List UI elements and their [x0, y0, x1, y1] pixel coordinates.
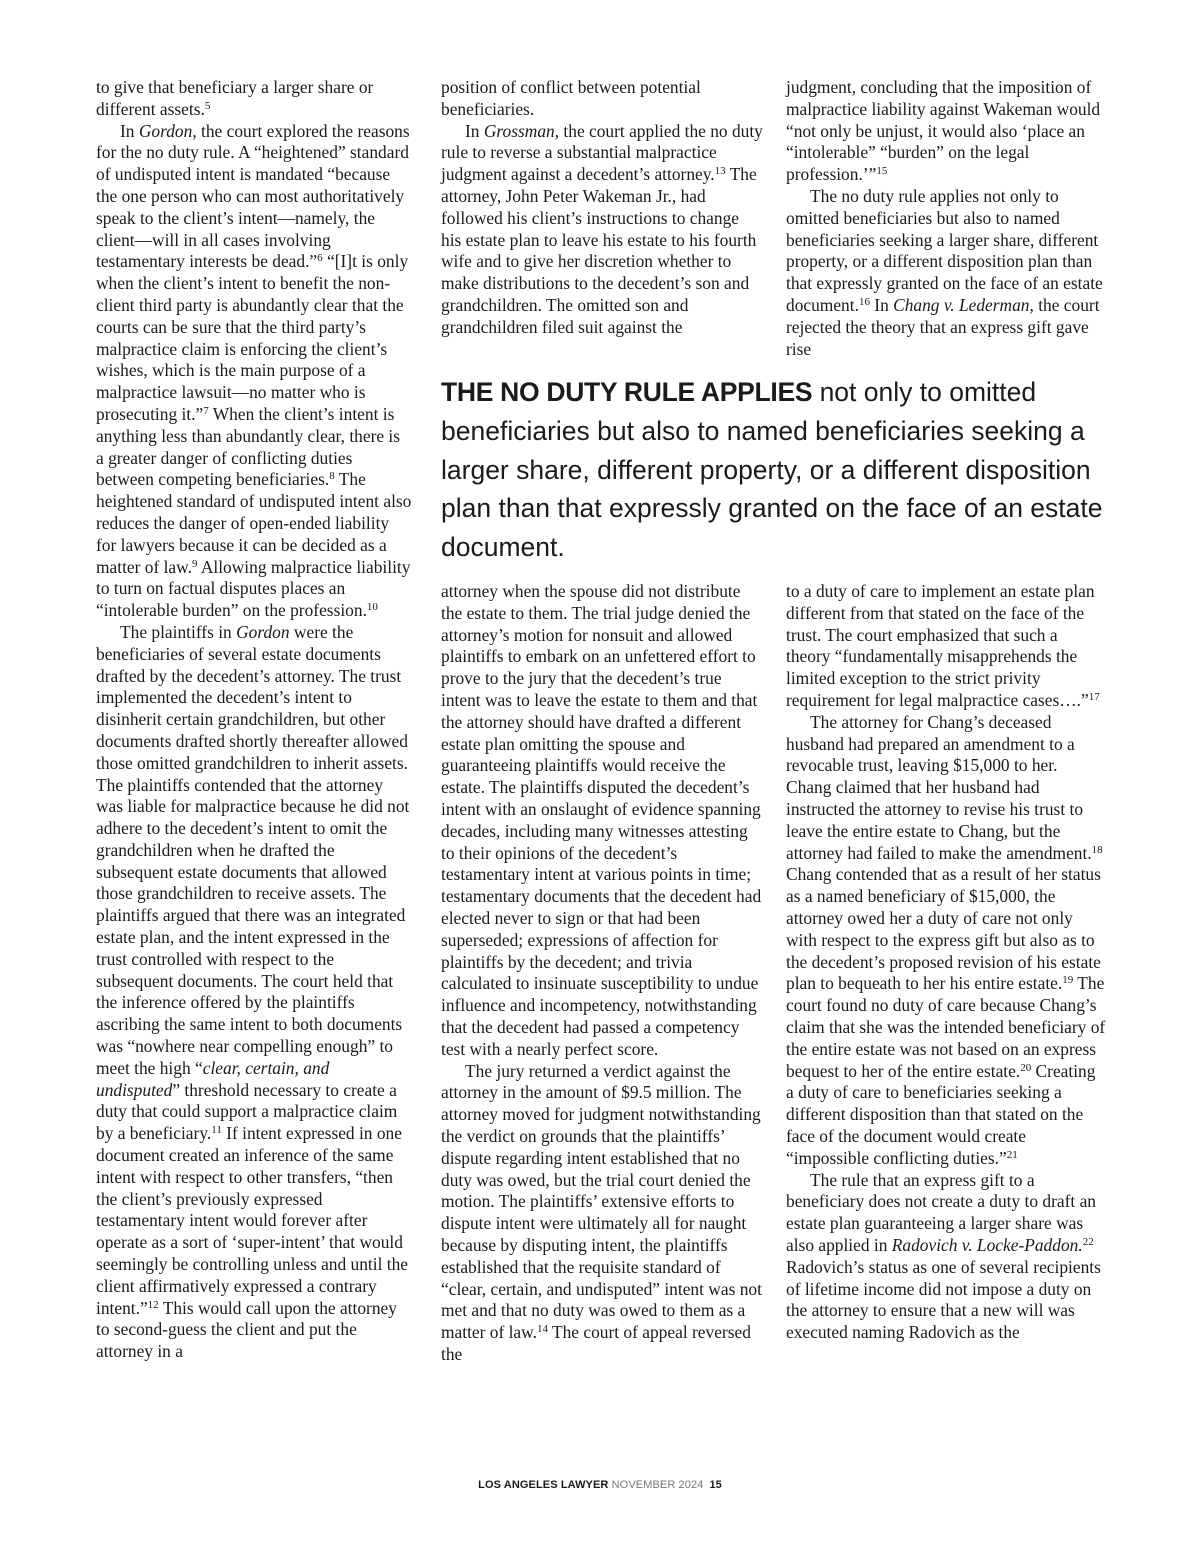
issue-date: NOVEMBER 2024: [611, 1479, 704, 1491]
italic-run: Radovich v. Locke-Paddon.: [891, 1234, 1083, 1255]
publication-name: LOS ANGELES LAWYER: [478, 1479, 609, 1491]
text-run: This would call upon the attorney to second-guess the client and put the attorney in a: [96, 1297, 397, 1362]
text-run: position of conflict between potential beneficiaries.: [441, 77, 701, 119]
paragraph: [441, 121, 763, 339]
footnote-ref: 12: [147, 1298, 159, 1311]
text-run: If intent expressed in one document created an inference of the same intent with respect to other transfers, “then the client’s previously expressed testamentary intent would forever after operate as a sort of ‘super-intent’ that would seemingly be controlling unless and until the client affirmatively expressed a contrary intent.”: [96, 1123, 409, 1318]
page-number: 15: [709, 1479, 722, 1491]
text-run: , the court explored the reasons for the no duty rule. A “heightened” standard of undisputed intent is mandated “because the one person who can most authoritatively speak to the client’s intent—namely, the client—will in all cases involving testamentary interests be dead.”: [96, 120, 410, 272]
paragraph: [441, 1061, 763, 1366]
body-column-2-top: [441, 77, 763, 339]
footnote-ref: 9: [191, 557, 198, 570]
text-run: to a duty of care to implement an estate plan different from that stated on the face of the trust. The court emphasized that such a theory “fundamentally misapprehends the limited exception to the strict privity requirement for legal malpractice cases….”: [786, 581, 1095, 710]
footnote-ref: 19: [1062, 974, 1074, 987]
paragraph: [441, 581, 763, 1061]
footnote-ref: 10: [366, 601, 378, 614]
paragraph: [96, 77, 412, 121]
text-run: ” threshold necessary to create a duty that could support a malpractice claim by a beneficiary.: [96, 1079, 398, 1144]
text-run: In: [869, 294, 894, 315]
body-column-2-bottom: [441, 581, 763, 1366]
text-run: The attorney for Chang’s deceased husband had prepared an amendment to a revocable trust, leaving $15,000 to her. Chang claimed that her husband had instructed the attorney to revise his trust to leave the entire estate to Chang, but the attorney had failed to make the amendment.: [786, 711, 1092, 863]
text-run: The jury returned a verdict against the attorney in the amount of $9.5 million. The attorney moved for judgment notwithstanding the verdict on grounds that the plaintiffs’ dispute regarding intent established that no duty was owed, but the trial court denied the motion. The plaintiffs’ extensive efforts to dispute intent were ultimately all for naught because by disputing intent, the plaintiffs established that the requisite standard of “clear, certain, and undisputed” intent was not met and that no duty was owed to them as a matter of law.: [441, 1060, 762, 1343]
text-run: Chang contended that as a result of her status as a named beneficiary of $15,000, the attorney owed her a duty of care not only with respect to the express gift but also as to the decedent’s proposed revision of his estate plan to bequeath to her his entire estate.: [786, 864, 1101, 994]
text-run: were the beneficiaries of several estate documents drafted by the decedent’s attorney. The trust implemented the decedent’s intent to disinherit certain grandchildren, but other documents drafted shortly thereafter allowed those omitted grandchildren to inherit assets. The plaintiffs contended that the attorney was liable for malpractice because he did not adhere to the decedent’s intent to omit the grandchildren when he drafted the subsequent estate documents that allowed those grandchildren to receive assets. The plaintiffs argued that there was an integrated estate plan, and the intent expressed in the trust controlled with respect to the subsequent documents. The court held that the inference offered by the plaintiffs ascribing the same intent to both documents was “nowhere near compelling enough” to meet the high “: [96, 621, 410, 1078]
italic-run: clear, certain, and undisputed: [96, 1057, 330, 1100]
footnote-ref: 16: [858, 295, 870, 308]
text-run: The plaintiffs in: [120, 621, 237, 642]
pull-quote-text: not only to omitted beneficiaries but also to named beneficiaries seeking a larger share, different property, or a different disposition plan than that expressly granted on the face of an estate document.: [441, 377, 1103, 563]
text-run: judgment, concluding that the imposition of malpractice liability against Wakeman would “not only be unjust, it would also ‘place an “intolerable” “burden” on the legal profession.’”: [786, 77, 1101, 185]
text-run: In: [120, 120, 139, 141]
text-run: The court of appeal reversed the: [441, 1322, 751, 1364]
text-run: “[I]t is only when the client’s intent to benefit the non-client third party is abundantly clear that the courts can be sure that the third party’s malpractice claim is enforcing the client’s wishes, which is the main purpose of a malpractice lawsuit—no matter who is prosecuting it.”: [96, 251, 409, 424]
body-column-3-bottom: [786, 581, 1106, 1344]
paragraph: [96, 622, 412, 1363]
text-run: the court rejected the theory that an express gift gave rise: [786, 294, 1100, 359]
footnote-ref: 6: [317, 252, 323, 265]
footnote-ref: 13: [714, 165, 726, 178]
paragraph: [786, 1170, 1106, 1344]
page-footer: [0, 1479, 1200, 1491]
footnote-ref: 18: [1091, 843, 1103, 856]
paragraph: [441, 77, 763, 121]
paragraph: [786, 77, 1106, 186]
footnote-ref: 8: [329, 470, 335, 483]
footnote-ref: 17: [1088, 690, 1100, 703]
italic-run: Gordon: [236, 621, 290, 642]
italic-run: Grossman: [483, 120, 555, 141]
paragraph: [786, 712, 1106, 1170]
text-run: The court found no duty of care because Chang’s claim that she was the intended beneficiary of the entire estate was not based on an express bequest to her of the entire estate.: [786, 973, 1106, 1081]
text-run: Creating a duty of care to beneficiaries seeking a different disposition than that stated on the face of the document would create “impossible conflicting duties.”: [786, 1060, 1096, 1168]
text-run: , the court applied the no duty rule to reverse a substantial malpractice judgment against a decedent’s attorney.: [441, 120, 763, 185]
footnote-ref: 20: [1020, 1061, 1032, 1074]
body-column-3-top: [786, 77, 1106, 360]
text-run: Radovich’s status as one of several recipients of lifetime income did not impose a duty on the attorney to ensure that a new will was executed naming Radovich as the: [786, 1256, 1101, 1343]
body-column-1: [96, 77, 412, 1363]
text-run: The attorney, John Peter Wakeman Jr., had followed his client’s instructions to change his estate plan to leave his estate to his fourth wife and to give her discretion whether to make distributions to the decedent’s son and grandchildren. The omitted son and grandchildren filed suit against the: [441, 164, 757, 337]
text-run: The rule that an express gift to a beneficiary does not create a duty to draft an estate plan guaranteeing a larger share was also applied in: [786, 1169, 1096, 1255]
pull-quote-lead: THE NO DUTY RULE APPLIES: [441, 377, 813, 407]
paragraph: [786, 581, 1106, 712]
pull-quote: [441, 373, 1121, 567]
text-run: Allowing malpractice liability to turn on factual disputes places an “intolerable burden” on the profession.: [96, 556, 411, 621]
text-run: to give that beneficiary a larger share or different assets.: [96, 77, 374, 119]
text-run: In: [465, 120, 484, 141]
text-run: The no duty rule applies not only to omitted beneficiaries but also to named beneficiaries seeking a larger share, different property, or a different disposition plan than that expressly granted on the face of an estate document.: [786, 185, 1103, 315]
italic-run: Gordon: [138, 120, 193, 141]
text-run: When the client’s intent is anything less than abundantly clear, there is a greater danger of conflicting duties between competing beneficiaries.: [96, 403, 401, 490]
footnote-ref: 22: [1082, 1235, 1094, 1248]
paragraph: [96, 121, 412, 622]
paragraph: [786, 186, 1106, 360]
footnote-ref: 11: [211, 1124, 222, 1137]
footnote-ref: 14: [536, 1323, 548, 1336]
footnote-ref: 21: [1006, 1148, 1018, 1161]
text-run: attorney when the spouse did not distribute the estate to them. The trial judge denied the attorney’s motion for nonsuit and allowed plaintiffs to embark on an unfettered effort to prove to the jury that the decedent’s true intent was to leave the estate to them and that the attorney should have drafted a different estate plan omitting the spouse and guaranteeing plaintiffs would receive the estate. The plaintiffs disputed the decedent’s intent with an onslaught of evidence spanning decades, including many witnesses attesting to their opinions of the decedent’s testamentary intent at various points in time; testamentary documents that the decedent had elected never to sign or that had been superseded; expressions of affection for plaintiffs by the decedent; and trivia calculated to insinuate susceptibility to undue influence and incompetency, notwithstanding that the decedent had passed a competency test with a nearly perfect score.: [441, 581, 762, 1059]
text-run: The heightened standard of undisputed intent also reduces the danger of open-ended liability for lawyers because it can be decided as a matter of law.: [96, 469, 412, 577]
footnote-ref: 5: [204, 99, 211, 112]
italic-run: Chang v. Lederman,: [893, 294, 1034, 315]
footnote-ref: 7: [203, 404, 209, 417]
footnote-ref: 15: [876, 165, 888, 178]
